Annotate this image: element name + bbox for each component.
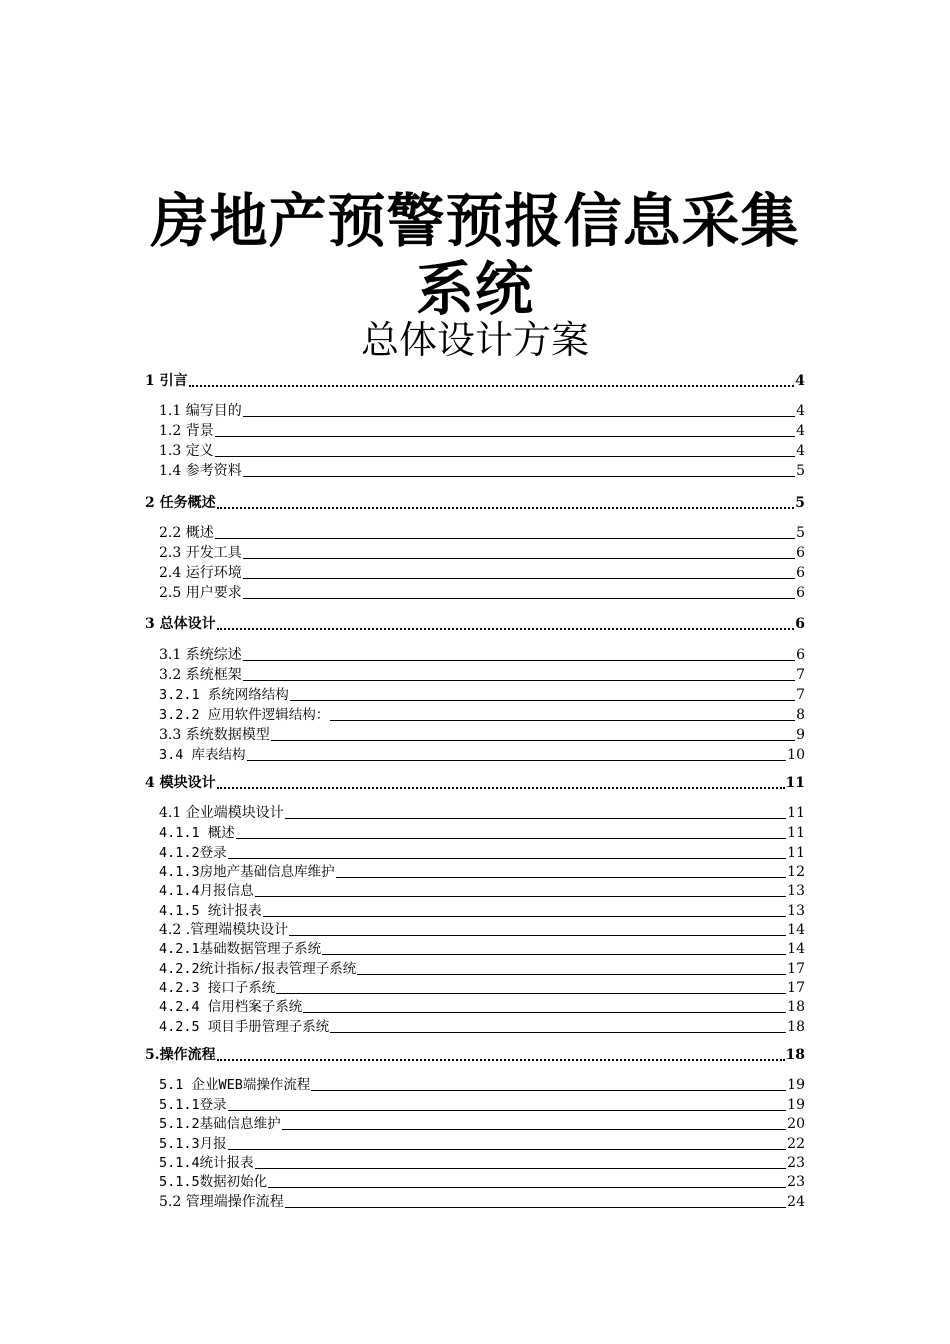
- toc-page-number: 11: [787, 845, 805, 861]
- toc-page-number: 6: [795, 616, 805, 632]
- toc-section-entry[interactable]: [159, 402, 805, 420]
- toc-page-number: 4: [796, 443, 805, 459]
- toc-entry-label: 1.3 定义: [159, 443, 214, 459]
- toc-leader-line: [322, 954, 786, 955]
- toc-page-number: 11: [785, 775, 805, 791]
- toc-leader-line: [255, 1168, 787, 1169]
- toc-entry-label: 4.2.4 信用档案子系统: [159, 999, 303, 1015]
- toc-section-entry[interactable]: [159, 844, 805, 862]
- toc-entry-label: 1.2 背景: [159, 423, 214, 439]
- toc-page-number: 6: [796, 647, 805, 663]
- toc-leader-line: [243, 578, 795, 579]
- toc-leader-line: [357, 974, 786, 975]
- toc-entry-label: 4.2 .管理端模块设计: [159, 922, 289, 938]
- toc-section-entry[interactable]: [159, 524, 805, 542]
- toc-leader-line: [243, 476, 795, 477]
- toc-page-number: 14: [787, 941, 805, 957]
- toc-section-entry[interactable]: [159, 1173, 805, 1191]
- toc-entry-label: 4.2.1基础数据管理子系统: [159, 941, 322, 957]
- toc-section-entry[interactable]: [159, 921, 805, 939]
- toc-page-number: 6: [796, 565, 805, 581]
- toc-entry-label: 4.1.4月报信息: [159, 883, 254, 899]
- toc-section-entry[interactable]: [159, 1135, 805, 1153]
- toc-entry-label: 4.1.2登录: [159, 845, 227, 861]
- toc-section-entry[interactable]: [159, 726, 805, 744]
- toc-leader-line: [243, 416, 795, 417]
- toc-entry-label: 4.2.3 接口子系统: [159, 980, 276, 996]
- toc-page-number: 5: [795, 495, 805, 511]
- toc-entry-label: 4.2.2统计指标/报表管理子系统: [159, 961, 357, 977]
- toc-leader-line: [285, 1207, 786, 1208]
- toc-section-entry[interactable]: [159, 1115, 805, 1133]
- toc-page-number: 17: [787, 961, 805, 977]
- toc-entry-label: 3.2 系统框架: [159, 667, 242, 683]
- toc-leader-line: [330, 720, 795, 721]
- toc-entry-label: 3.4 库表结构: [159, 747, 246, 763]
- toc-leader-line: [290, 700, 795, 701]
- toc-entry-label: 3.3 系统数据模型: [159, 727, 270, 743]
- toc-page-number: 13: [787, 903, 805, 919]
- toc-entry-label: 2.4 运行环境: [159, 565, 242, 581]
- toc-page-number: 4: [795, 373, 805, 389]
- toc-page-number: 22: [787, 1136, 805, 1152]
- toc-leader-line: [215, 456, 795, 457]
- toc-page-number: 23: [787, 1155, 805, 1171]
- toc-page-number: 5: [796, 463, 805, 479]
- toc-entry-label: 5.1.4统计报表: [159, 1155, 254, 1171]
- toc-entry-label: 3.2.2 应用软件逻辑结构：: [159, 707, 330, 723]
- toc-section-entry[interactable]: [159, 1096, 805, 1114]
- toc-section-entry[interactable]: [159, 686, 805, 704]
- toc-leader-line: [243, 680, 795, 681]
- toc-section-entry[interactable]: [159, 584, 805, 602]
- toc-section-entry[interactable]: [159, 564, 805, 582]
- toc-leader-line: [215, 538, 795, 539]
- toc-section-entry[interactable]: [159, 1193, 805, 1211]
- toc-leader-line: [217, 628, 795, 630]
- toc-entry-label: 5.1.2基础信息维护: [159, 1116, 281, 1132]
- toc-leader-line: [285, 818, 786, 819]
- toc-section-entry[interactable]: [159, 422, 805, 440]
- toc-leader-line: [289, 935, 786, 936]
- toc-page-number: 20: [787, 1116, 805, 1132]
- toc-leader-line: [228, 1149, 787, 1150]
- toc-entry-label: 5.1.5数据初始化: [159, 1174, 268, 1190]
- toc-entry-label: 5.1 企业WEB端操作流程: [159, 1077, 311, 1093]
- toc-page-number: 5: [796, 525, 805, 541]
- toc-chapter-entry[interactable]: [145, 494, 805, 512]
- toc-page-number: 4: [796, 423, 805, 439]
- toc-chapter-entry[interactable]: [145, 774, 805, 792]
- toc-leader-line: [217, 1059, 785, 1061]
- toc-leader-line: [228, 1110, 787, 1111]
- toc-entry-label: 2.5 用户要求: [159, 585, 242, 601]
- toc-page-number: 11: [787, 825, 805, 841]
- toc-section-entry[interactable]: [159, 940, 805, 958]
- toc-leader-line: [330, 1032, 786, 1033]
- toc-leader-line: [243, 598, 795, 599]
- document-title-line-1: 房地产预警预报信息采集: [150, 187, 800, 255]
- toc-section-entry[interactable]: [159, 706, 805, 724]
- toc-page-number: 24: [787, 1194, 805, 1210]
- toc-leader-line: [247, 760, 787, 761]
- toc-page-number: 17: [787, 980, 805, 996]
- toc-entry-label: 1.4 参考资料: [159, 463, 242, 479]
- toc-entry-label: 2.3 开发工具: [159, 545, 242, 561]
- toc-leader-line: [217, 787, 785, 789]
- toc-entry-label: 4.2.5 项目手册管理子系统: [159, 1019, 330, 1035]
- toc-entry-label: 2.2 概述: [159, 525, 214, 541]
- toc-leader-line: [282, 1129, 787, 1130]
- toc-page-number: 18: [785, 1047, 805, 1063]
- toc-section-entry[interactable]: [159, 746, 805, 764]
- toc-leader-line: [243, 558, 795, 559]
- toc-section-entry[interactable]: [159, 979, 805, 997]
- toc-entry-label: 5.1.1登录: [159, 1097, 227, 1113]
- toc-page-number: 19: [787, 1097, 805, 1113]
- toc-entry-label: 4.1.1 概述: [159, 825, 235, 841]
- toc-page-number: 23: [787, 1174, 805, 1190]
- toc-leader-line: [236, 838, 786, 839]
- toc-chapter-entry[interactable]: [145, 372, 805, 390]
- toc-entry-label: 5.操作流程: [145, 1047, 216, 1063]
- toc-page-number: 4: [796, 403, 805, 419]
- toc-section-entry[interactable]: [159, 998, 805, 1016]
- toc-section-entry[interactable]: [159, 804, 805, 822]
- toc-page-number: 10: [787, 747, 805, 763]
- toc-leader-line: [311, 1090, 786, 1091]
- toc-page-number: 12: [787, 864, 805, 880]
- toc-page-number: 7: [796, 667, 805, 683]
- toc-page-number: 19: [787, 1077, 805, 1093]
- toc-section-entry[interactable]: [159, 646, 805, 664]
- toc-page-number: 9: [796, 727, 805, 743]
- toc-section-entry[interactable]: [159, 1018, 805, 1036]
- toc-leader-line: [189, 385, 795, 387]
- toc-leader-line: [217, 507, 795, 509]
- toc-leader-line: [255, 896, 787, 897]
- document-title-line-2: 系统: [415, 255, 534, 323]
- toc-section-entry[interactable]: [159, 1076, 805, 1094]
- toc-section-entry[interactable]: [159, 960, 805, 978]
- toc-chapter-entry[interactable]: [145, 1046, 805, 1064]
- toc-chapter-entry[interactable]: [145, 615, 805, 633]
- toc-entry-label: 4.1 企业端模块设计: [159, 805, 284, 821]
- toc-page-number: 6: [796, 545, 805, 561]
- toc-section-entry[interactable]: [159, 824, 805, 842]
- toc-section-entry[interactable]: [159, 902, 805, 920]
- document-subtitle: 总体设计方案: [360, 318, 589, 362]
- toc-leader-line: [276, 993, 786, 994]
- toc-section-entry[interactable]: [159, 863, 805, 881]
- toc-entry-label: 2 任务概述: [145, 495, 216, 511]
- toc-entry-label: 1 引言: [145, 373, 188, 389]
- toc-section-entry[interactable]: [159, 462, 805, 480]
- toc-leader-line: [228, 858, 787, 859]
- toc-section-entry[interactable]: [159, 882, 805, 900]
- toc-section-entry[interactable]: [159, 544, 805, 562]
- toc-entry-label: 3 总体设计: [145, 616, 216, 632]
- toc-entry-label: 1.1 编写目的: [159, 403, 242, 419]
- toc-entry-label: 3.2.1 系统网络结构: [159, 687, 289, 703]
- toc-entry-label: 5.1.3月报: [159, 1136, 227, 1152]
- toc-entry-label: 4 模块设计: [145, 775, 216, 791]
- toc-entry-label: 4.1.5 统计报表: [159, 903, 262, 919]
- toc-leader-line: [243, 660, 795, 661]
- toc-page-number: 8: [796, 707, 805, 723]
- toc-entry-label: 4.1.3房地产基础信息库维护: [159, 864, 335, 880]
- toc-entry-label: 5.2 管理端操作流程: [159, 1194, 284, 1210]
- toc-entry-label: 3.1 系统综述: [159, 647, 242, 663]
- toc-section-entry[interactable]: [159, 666, 805, 684]
- toc-leader-line: [263, 916, 786, 917]
- toc-page-number: 18: [787, 999, 805, 1015]
- toc-leader-line: [303, 1012, 786, 1013]
- toc-page-number: 7: [796, 687, 805, 703]
- toc-leader-line: [336, 877, 787, 878]
- toc-page-number: 18: [787, 1019, 805, 1035]
- toc-page-number: 6: [796, 585, 805, 601]
- toc-leader-line: [271, 740, 795, 741]
- toc-leader-line: [215, 436, 795, 437]
- toc-leader-line: [268, 1187, 786, 1188]
- toc-section-entry[interactable]: [159, 1154, 805, 1172]
- toc-page-number: 13: [787, 883, 805, 899]
- toc-section-entry[interactable]: [159, 442, 805, 460]
- toc-page-number: 11: [787, 805, 805, 821]
- toc-page-number: 14: [787, 922, 805, 938]
